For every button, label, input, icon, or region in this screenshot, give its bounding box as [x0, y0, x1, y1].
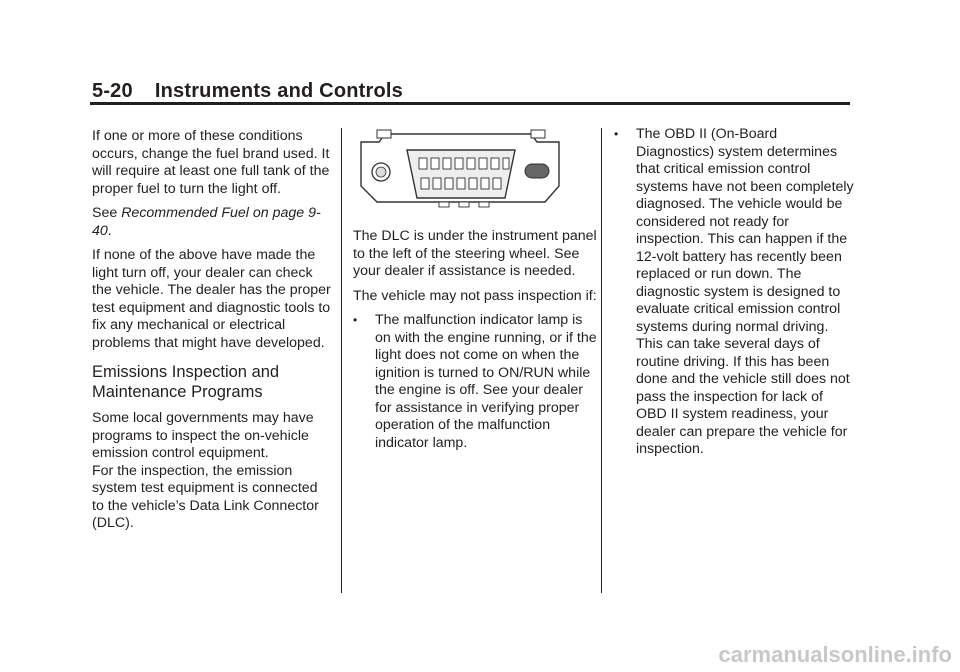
bullet-icon: •: [353, 313, 358, 327]
list-item: [614, 126, 854, 459]
column-2: [353, 228, 598, 459]
paragraph: Some local governments may have programs to inspect the on-vehicle emission control equipment.: [92, 410, 314, 461]
page-number: 5-20: [92, 80, 133, 102]
paragraph: If none of the above have made the light turn off, your dealer can check the vehicle. The dealer has the proper test equipment and diagnostic tools to fix any mechanical or electrical problems that might have developed.: [92, 247, 331, 351]
bullet-icon: •: [614, 127, 619, 141]
pin-housing: [407, 150, 515, 198]
list-item: [353, 312, 598, 452]
cross-reference-link[interactable]: Recommended Fuel on page 9-40: [92, 205, 321, 239]
column-divider-2: [601, 128, 602, 593]
connector-tab-right: [531, 130, 545, 138]
paragraph: The DLC is under the instrument panel to the left of the steering wheel. See your dealer if assistance is needed.: [353, 228, 597, 279]
column-divider-1: [341, 128, 342, 593]
bottom-tabs: [439, 202, 489, 207]
watermark-logo: carmanualsonline.info: [718, 642, 952, 667]
paragraph-see-ref: [92, 205, 332, 240]
see-suffix: .: [107, 222, 112, 239]
page-header: [92, 80, 403, 103]
section-title: Instruments and Controls: [154, 80, 403, 102]
column-1: [92, 128, 332, 540]
section-heading: Emissions Inspection and Maintenance Programs: [92, 363, 280, 401]
list-item-text: The OBD II (On-Board Diagnostics) system determines that critical emission control systems have not been completely diagnosed. The vehicle would be considered not ready for inspection. This can happen if the 12-volt battery has recently been replaced or run down. The diagnostic system is designed to evaluate critical emission control systems during normal driving. This can take several days of routine driving. If this has been done and the vehicle still does not pass the inspection for lack of OBD II system readiness, your dealer can prepare the vehicle for inspection.: [636, 126, 854, 457]
connector-tab-left: [377, 130, 391, 138]
column-3: [614, 126, 854, 466]
paragraph: If one or more of these conditions occurs, change the fuel brand used. It will require at least one full tank of the proper fuel to turn the light off.: [92, 128, 330, 197]
paragraph: The vehicle may not pass inspection if:: [353, 287, 597, 304]
list-item-text: The malfunction indicator lamp is on with the engine running, or if the light does not come on when the ignition is turned to ON/RUN while the engine is off. See your dealer for assistance in verifying proper operation of the malfunction indicator lamp.: [375, 312, 597, 451]
header-rule: [90, 102, 850, 105]
pin-row-bottom: [421, 178, 501, 189]
see-prefix: See: [92, 205, 122, 221]
dlc-connector-illustration: [355, 128, 565, 220]
paragraph: For the inspection, the emission system test equipment is connected to the vehicle’s Data Link Connector (DLC).: [92, 462, 319, 531]
mount-slot-right: [525, 164, 549, 178]
